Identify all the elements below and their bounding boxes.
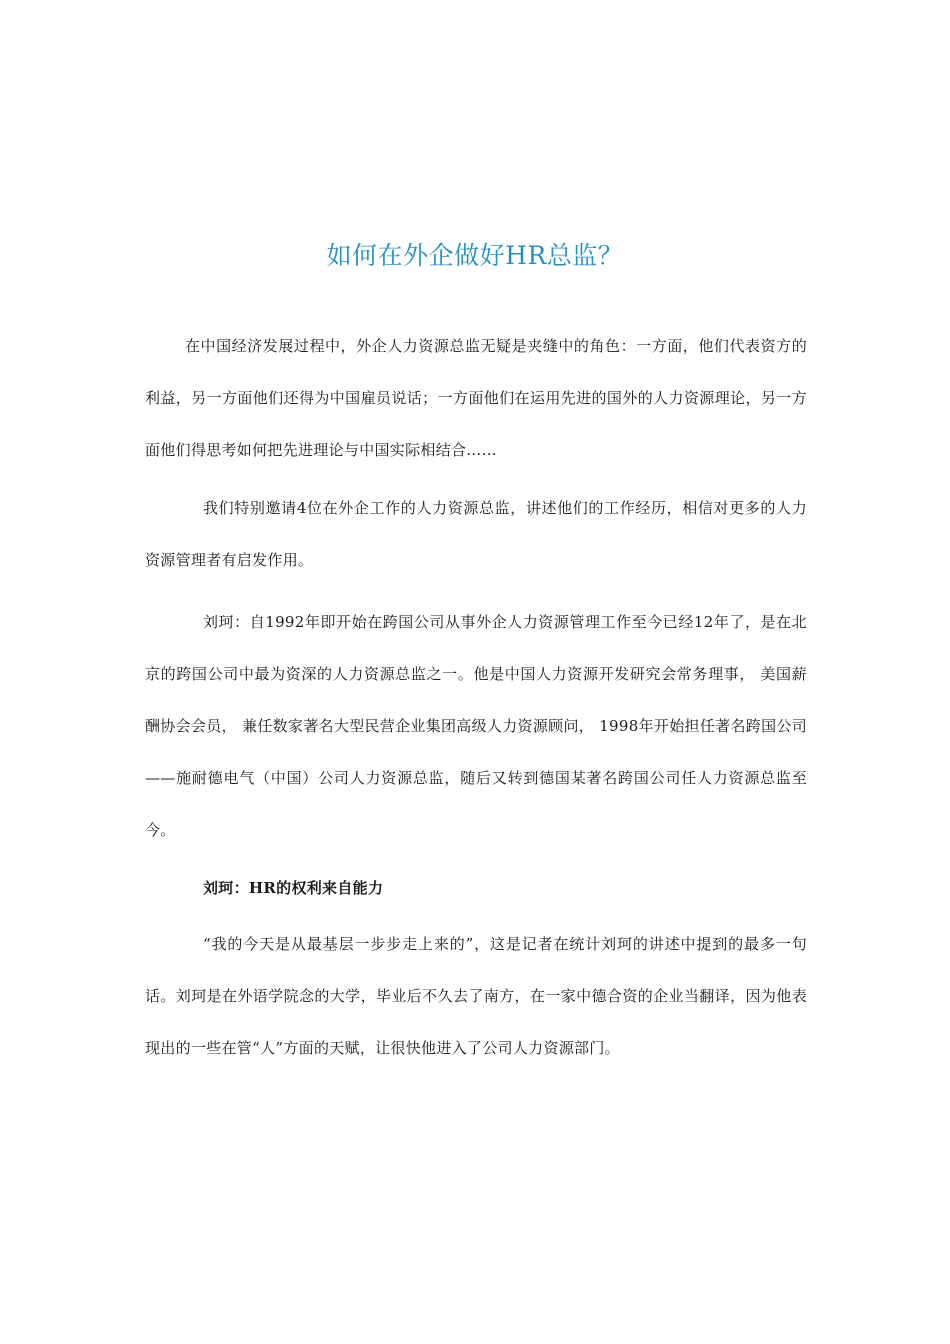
- paragraph-invitation: 我们特别邀请4位在外企工作的人力资源总监，讲述他们的工作经历，相信对更多的人力资源管理者有启发作用。: [145, 499, 807, 569]
- paragraph-intro: 在中国经济发展过程中，外企人力资源总监无疑是夹缝中的角色：一方面，他们代表资方的利益，另一方面他们还得为中国雇员说话；一方面他们在运用先进的国外的人力资源理论，另一方面他们得思考如何把先进理论与中国实际相结合……: [145, 337, 807, 459]
- section-subheading: 刘珂：HR的权利来自能力: [203, 879, 384, 897]
- paragraph-profile: 刘珂：自1992年即开始在跨国公司从事外企人力资源管理工作至今已经12年了，是在北京的跨国公司中最为资深的人力资源总监之一。他是中国人力资源开发研究会常务理事， 美国薪酬协会会员， 兼任数家著名大型民营企业集团高级人力资源顾问， 1998年开始担任著名跨国公司——施耐德电气（中国）公司人力资源总监，随后又转到德国某著名跨国公司任人力资源总监至今。: [145, 613, 807, 839]
- document-title: 如何在外企做好HR总监？: [326, 241, 624, 270]
- paragraph-story: “我的今天是从最基层一步步走上来的”，这是记者在统计刘珂的讲述中提到的最多一句话。刘珂是在外语学院念的大学，毕业后不久去了南方，在一家中德合资的企业当翻译，因为他表现出的一些在管“人”方面的天赋，让很快他进入了公司人力资源部门。: [145, 935, 807, 1057]
